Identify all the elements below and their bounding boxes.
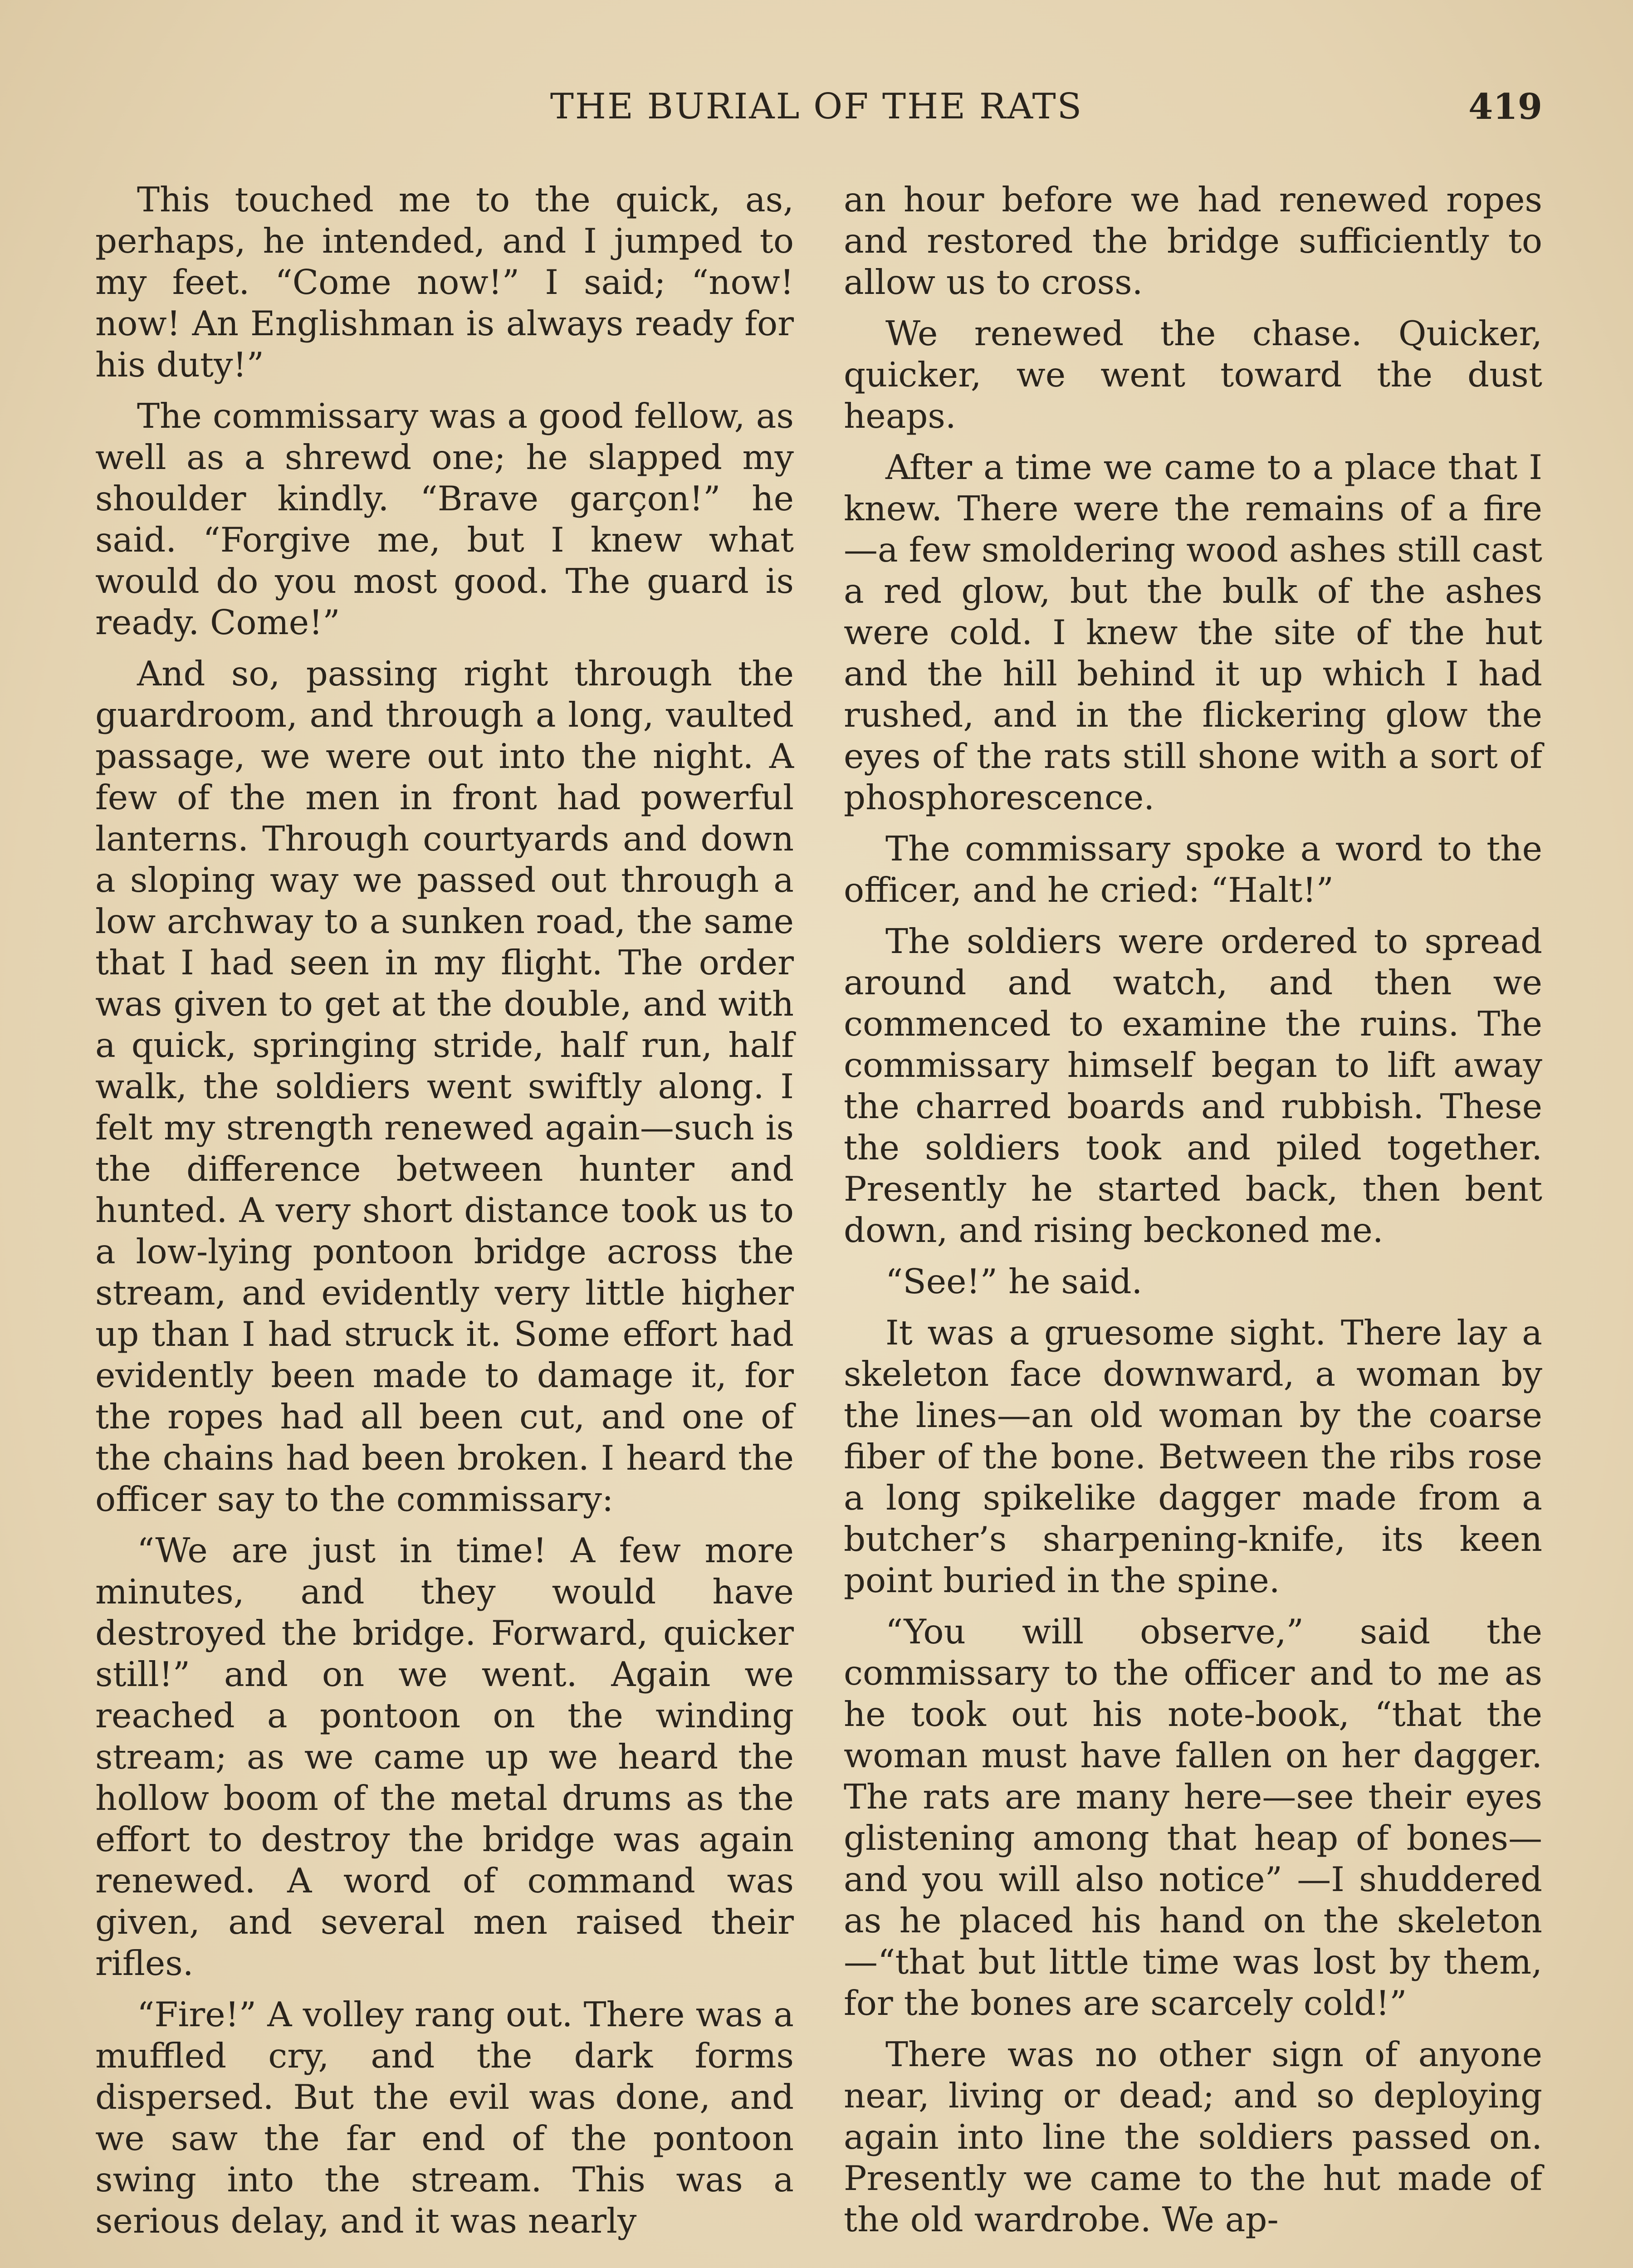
paragraph: It was a gruesome sight. There lay a skeleton face downward, a woman by the lines—an old woman by the coarse fiber of the bone. Between the ribs rose a long spikelike dagger made from a butcher’s sharpening-knife, its keen point buried in the spine. bbox=[844, 1313, 1542, 1600]
paragraph: The commissary spoke a word to the officer, and he cried: “Halt!” bbox=[844, 829, 1542, 910]
paragraph: The soldiers were ordered to spread around and watch, and then we commenced to examine the ruins. The commissary himself began to lift away the charred boards and rubbish. These the soldiers took and piled together. Presently he started back, then bent down, and rising beckoned me. bbox=[844, 921, 1542, 1250]
paragraph: “You will observe,” said the commissary to the officer and to me as he took out his note-book, “that the woman must have fallen on her dagger. The rats are many here—see their eyes glistening among that heap of bones—and you will also notice” —I shuddered as he placed his hand on the skeleton—“that but little time was lost by them, for the bones are scarcely cold!” bbox=[844, 1612, 1542, 2023]
paragraph: This touched me to the quick, as, perhaps, he intended, and I jumped to my feet. “Come now!” I said; “now! now! An Englishman is always ready for his duty!” bbox=[95, 180, 794, 385]
paragraph: The commissary was a good fellow, as well as a shrewd one; he slapped my shoulder kindly. “Brave garçon!” he said. “Forgive me, but I knew what would do you most good. The guard is ready. Come!” bbox=[95, 396, 794, 642]
paragraph: We renewed the chase. Quicker, quicker, we went toward the dust heaps. bbox=[844, 313, 1542, 436]
running-head: THE BURIAL OF THE RATS bbox=[550, 86, 1083, 127]
page-header bbox=[91, 82, 1542, 136]
paragraph: “Fire!” A volley rang out. There was a muffled cry, and the dark forms dispersed. But the evil was done, and we saw the far end of the pontoon swing into the stream. This was a serious delay, and it was nearly bbox=[95, 1994, 794, 2241]
page-number: 419 bbox=[1468, 86, 1542, 127]
text-column-right bbox=[844, 179, 1542, 2250]
paragraph: After a time we came to a place that I knew. There were the remains of a fire—a few smoldering wood ashes still cast a red glow, but the bulk of the ashes were cold. I knew the site of the hut and the hill behind it up which I had rushed, and in the flickering glow the eyes of the rats still shone with a sort of phosphorescence. bbox=[844, 447, 1542, 817]
paragraph: “See!” he said. bbox=[885, 1261, 1143, 1301]
paragraph: There was no other sign of anyone near, living or dead; and so deploying again into line the soldiers passed on. Presently we came to the hut made of the old wardrobe. We ap- bbox=[844, 2034, 1542, 2239]
text-column-left bbox=[95, 179, 794, 2252]
paragraph: And so, passing right through the guardroom, and through a long, vaulted passage, we were out into the night. A few of the men in front had powerful lanterns. Through courtyards and down a sloping way we passed out through a low archway to a sunken road, the same that I had seen in my flight. The order was given to get at the double, and with a quick, springing stride, half run, half walk, the soldiers went swiftly along. I felt my strength renewed again—such is the difference between hunter and hunted. A very short distance took us to a low-lying pontoon bridge across the stream, and evidently very little higher up than I had struck it. Some effort had evidently been made to damage it, for the ropes had all been cut, and one of the chains had been broken. I heard the officer say to the commissary: bbox=[95, 654, 794, 1519]
paragraph: an hour before we had renewed ropes and restored the bridge sufficiently to allow us to cross. bbox=[844, 180, 1542, 302]
paragraph: “We are just in time! A few more minutes, and they would have destroyed the bridge. Forward, quicker still!” and on we went. Again we reached a pontoon on the winding stream; as we came up we heard the hollow boom of the metal drums as the effort to destroy the bridge was again renewed. A word of command was given, and several men raised their rifles. bbox=[95, 1530, 794, 1983]
